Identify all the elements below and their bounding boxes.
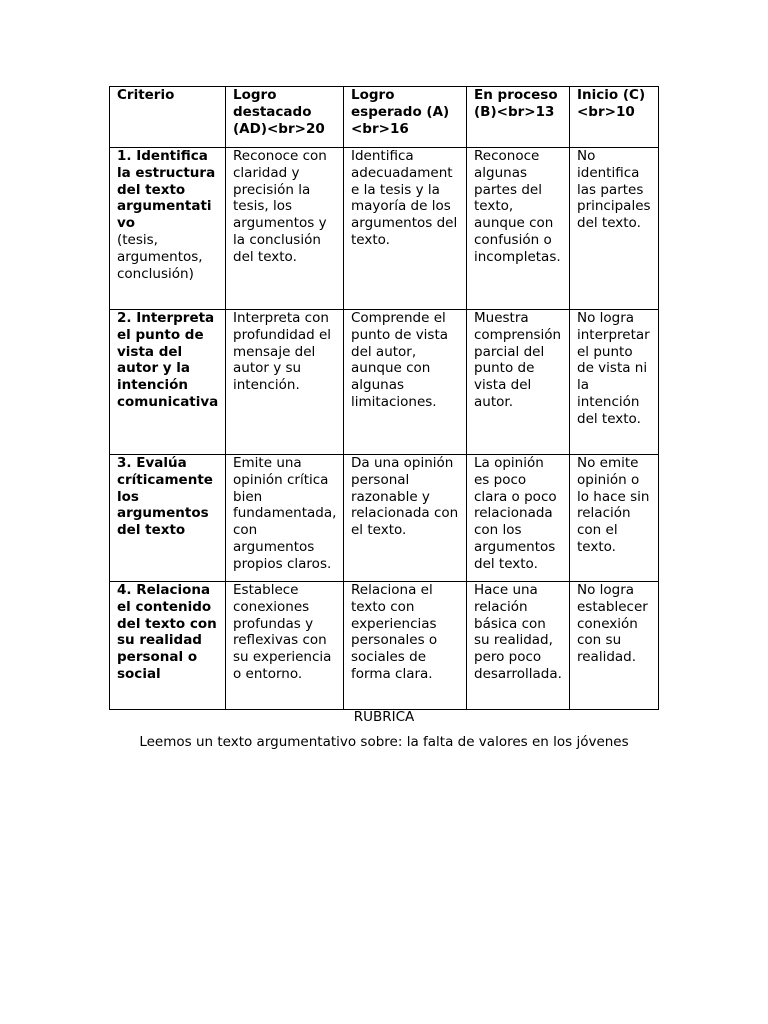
criterion-title: 2. Interpreta el punto de vista del autor y la intención comunicativa xyxy=(117,310,219,410)
header-logro-esperado: Logro esperado (A)<br>16 xyxy=(344,87,467,148)
table-row xyxy=(110,310,659,455)
criterion-cell xyxy=(110,455,226,582)
criterion-title: 1. Identifica la estructura del texto argumentativo xyxy=(117,148,216,232)
criterion-title: 3. Evalúa críticamente los argumentos del texto xyxy=(117,455,213,539)
level-cell-b: Hace una relación básica con su realidad, pero poco desarrollada. xyxy=(467,582,570,710)
header-row xyxy=(110,87,659,148)
table-row xyxy=(110,455,659,582)
level-cell-ad: Interpreta con profundidad el mensaje del autor y su intención. xyxy=(226,310,344,455)
header-logro-destacado: Logro destacado (AD)<br>20 xyxy=(226,87,344,148)
header-en-proceso: En proceso (B)<br>13 xyxy=(467,87,570,148)
level-cell-c: No logra establecer conexión con su realidad. xyxy=(570,582,659,710)
level-cell-a: Identifica adecuadamente la tesis y la mayoría de los argumentos del texto. xyxy=(344,148,467,310)
table-row xyxy=(110,582,659,710)
level-cell-c: No identifica las partes principales del texto. xyxy=(570,148,659,310)
level-cell-a: Relaciona el texto con experiencias personales o sociales de forma clara. xyxy=(344,582,467,710)
header-criterio: Criterio xyxy=(110,87,226,148)
criterion-cell xyxy=(110,148,226,310)
criterion-title: 4. Relaciona el contenido del texto con su realidad personal o social xyxy=(117,582,217,682)
level-cell-b: Reconoce algunas partes del texto, aunque con confusión o incompletas. xyxy=(467,148,570,310)
level-cell-ad: Reconoce con claridad y precisión la tesis, los argumentos y la conclusión del texto. xyxy=(226,148,344,310)
level-cell-ad: Establece conexiones profundas y reflexivas con su experiencia o entorno. xyxy=(226,582,344,710)
caption-rubrica: RUBRICA xyxy=(353,709,415,725)
level-cell-c: No emite opinión o lo hace sin relación con el texto. xyxy=(570,455,659,582)
level-cell-b: Muestra comprensión parcial del punto de vista del autor. xyxy=(467,310,570,455)
header-inicio: Inicio (C)<br>10 xyxy=(570,87,659,148)
rubric-table xyxy=(109,86,659,710)
level-cell-a: Comprende el punto de vista del autor, aunque con algunas limitaciones. xyxy=(344,310,467,455)
criterion-cell xyxy=(110,310,226,455)
level-cell-a: Da una opinión personal razonable y relacionada con el texto. xyxy=(344,455,467,582)
document-subtitle: Leemos un texto argumentativo sobre: la falta de valores en los jóvenes xyxy=(139,734,629,750)
level-cell-b: La opinión es poco clara o poco relacionada con los argumentos del texto. xyxy=(467,455,570,582)
level-cell-c: No logra interpretar el punto de vista ni la intención del texto. xyxy=(570,310,659,455)
table-row xyxy=(110,148,659,310)
level-cell-ad: Emite una opinión crítica bien fundamentada, con argumentos propios claros. xyxy=(226,455,344,582)
criterion-cell xyxy=(110,582,226,710)
criterion-note: (tesis, argumentos, conclusión) xyxy=(117,231,203,282)
